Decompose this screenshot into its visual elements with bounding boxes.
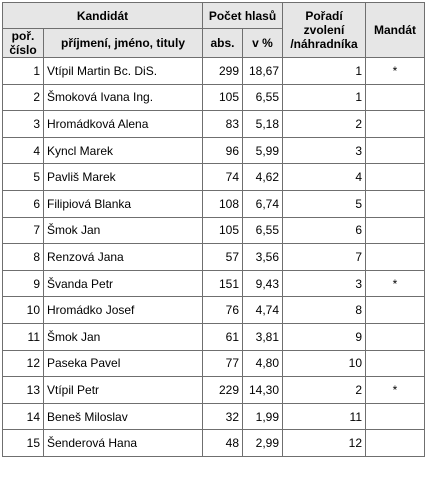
cell-name: Pavliš Marek <box>44 164 203 191</box>
cell-abs: 299 <box>203 58 243 85</box>
table-row <box>3 111 425 138</box>
cell-mandate: * <box>366 270 425 297</box>
cell-pct: 3,81 <box>243 323 283 350</box>
cell-order: 2 <box>283 377 366 404</box>
cell-mandate <box>366 350 425 377</box>
cell-pct: 5,18 <box>243 111 283 138</box>
cell-mandate <box>366 137 425 164</box>
cell-pct: 18,67 <box>243 58 283 85</box>
cell-order: 9 <box>283 323 366 350</box>
cell-number: 3 <box>3 111 44 138</box>
cell-pct: 14,30 <box>243 377 283 404</box>
cell-pct: 6,74 <box>243 190 283 217</box>
cell-abs: 77 <box>203 350 243 377</box>
cell-mandate <box>366 323 425 350</box>
cell-abs: 74 <box>203 164 243 191</box>
header-order <box>283 3 366 58</box>
cell-order: 11 <box>283 403 366 430</box>
cell-name: Paseka Pavel <box>44 350 203 377</box>
cell-mandate <box>366 244 425 271</box>
cell-mandate <box>366 217 425 244</box>
cell-mandate <box>366 84 425 111</box>
cell-abs: 105 <box>203 217 243 244</box>
table-row <box>3 430 425 457</box>
cell-pct: 6,55 <box>243 84 283 111</box>
cell-order: 3 <box>283 137 366 164</box>
table-row <box>3 244 425 271</box>
cell-name: Hromádko Josef <box>44 297 203 324</box>
cell-mandate <box>366 403 425 430</box>
cell-number: 4 <box>3 137 44 164</box>
table-row <box>3 190 425 217</box>
cell-number: 14 <box>3 403 44 430</box>
cell-pct: 9,43 <box>243 270 283 297</box>
cell-name: Beneš Miloslav <box>44 403 203 430</box>
header-order-line1: Pořadí <box>305 9 343 23</box>
header-order-line3: /náhradníka <box>290 37 358 51</box>
header-votes: Počet hlasů <box>203 3 283 29</box>
table-row <box>3 217 425 244</box>
header-name: příjmení, jméno, tituly <box>44 29 203 58</box>
cell-order: 10 <box>283 350 366 377</box>
cell-abs: 57 <box>203 244 243 271</box>
cell-order: 7 <box>283 244 366 271</box>
cell-number: 2 <box>3 84 44 111</box>
header-number-line1: poř. <box>11 29 35 43</box>
cell-pct: 3,56 <box>243 244 283 271</box>
cell-abs: 61 <box>203 323 243 350</box>
cell-order: 1 <box>283 84 366 111</box>
cell-mandate <box>366 164 425 191</box>
table-row <box>3 323 425 350</box>
cell-pct: 5,99 <box>243 137 283 164</box>
cell-pct: 1,99 <box>243 403 283 430</box>
header-abs: abs. <box>203 29 243 58</box>
cell-abs: 76 <box>203 297 243 324</box>
cell-order: 2 <box>283 111 366 138</box>
cell-number: 6 <box>3 190 44 217</box>
table-row <box>3 84 425 111</box>
cell-pct: 4,80 <box>243 350 283 377</box>
table-row <box>3 137 425 164</box>
table-body <box>3 58 425 457</box>
cell-name: Kyncl Marek <box>44 137 203 164</box>
cell-pct: 4,74 <box>243 297 283 324</box>
candidates-table <box>2 2 425 457</box>
table-row <box>3 58 425 85</box>
cell-name: Hromádková Alena <box>44 111 203 138</box>
cell-order: 3 <box>283 270 366 297</box>
cell-abs: 229 <box>203 377 243 404</box>
cell-number: 13 <box>3 377 44 404</box>
cell-number: 10 <box>3 297 44 324</box>
cell-number: 8 <box>3 244 44 271</box>
cell-abs: 32 <box>203 403 243 430</box>
cell-pct: 4,62 <box>243 164 283 191</box>
cell-mandate <box>366 111 425 138</box>
header-candidate: Kandidát <box>3 3 203 29</box>
cell-abs: 108 <box>203 190 243 217</box>
cell-name: Filipiová Blanka <box>44 190 203 217</box>
cell-mandate <box>366 430 425 457</box>
cell-order: 4 <box>283 164 366 191</box>
table-row <box>3 297 425 324</box>
cell-number: 11 <box>3 323 44 350</box>
cell-number: 9 <box>3 270 44 297</box>
cell-abs: 48 <box>203 430 243 457</box>
header-number-line2: číslo <box>9 43 37 57</box>
cell-order: 8 <box>283 297 366 324</box>
cell-abs: 96 <box>203 137 243 164</box>
cell-name: Renzová Jana <box>44 244 203 271</box>
cell-number: 15 <box>3 430 44 457</box>
cell-pct: 2,99 <box>243 430 283 457</box>
cell-name: Švanda Petr <box>44 270 203 297</box>
cell-order: 12 <box>283 430 366 457</box>
table-row <box>3 164 425 191</box>
cell-abs: 83 <box>203 111 243 138</box>
cell-order: 5 <box>283 190 366 217</box>
table-row <box>3 270 425 297</box>
cell-order: 6 <box>283 217 366 244</box>
table-row <box>3 350 425 377</box>
cell-pct: 6,55 <box>243 217 283 244</box>
cell-name: Šenderová Hana <box>44 430 203 457</box>
cell-name: Šmoková Ivana Ing. <box>44 84 203 111</box>
cell-number: 12 <box>3 350 44 377</box>
header-order-line2: zvolení <box>303 23 345 37</box>
cell-order: 1 <box>283 58 366 85</box>
cell-abs: 105 <box>203 84 243 111</box>
table-row <box>3 403 425 430</box>
header-number <box>3 29 44 58</box>
cell-number: 5 <box>3 164 44 191</box>
cell-mandate <box>366 297 425 324</box>
cell-mandate: * <box>366 58 425 85</box>
cell-abs: 151 <box>203 270 243 297</box>
cell-mandate: * <box>366 377 425 404</box>
cell-number: 1 <box>3 58 44 85</box>
cell-mandate <box>366 190 425 217</box>
cell-name: Vtípil Petr <box>44 377 203 404</box>
header-pct: v % <box>243 29 283 58</box>
cell-name: Šmok Jan <box>44 217 203 244</box>
cell-name: Šmok Jan <box>44 323 203 350</box>
table-row <box>3 377 425 404</box>
header-mandate: Mandát <box>366 3 425 58</box>
cell-number: 7 <box>3 217 44 244</box>
cell-name: Vtípil Martin Bc. DiS. <box>44 58 203 85</box>
